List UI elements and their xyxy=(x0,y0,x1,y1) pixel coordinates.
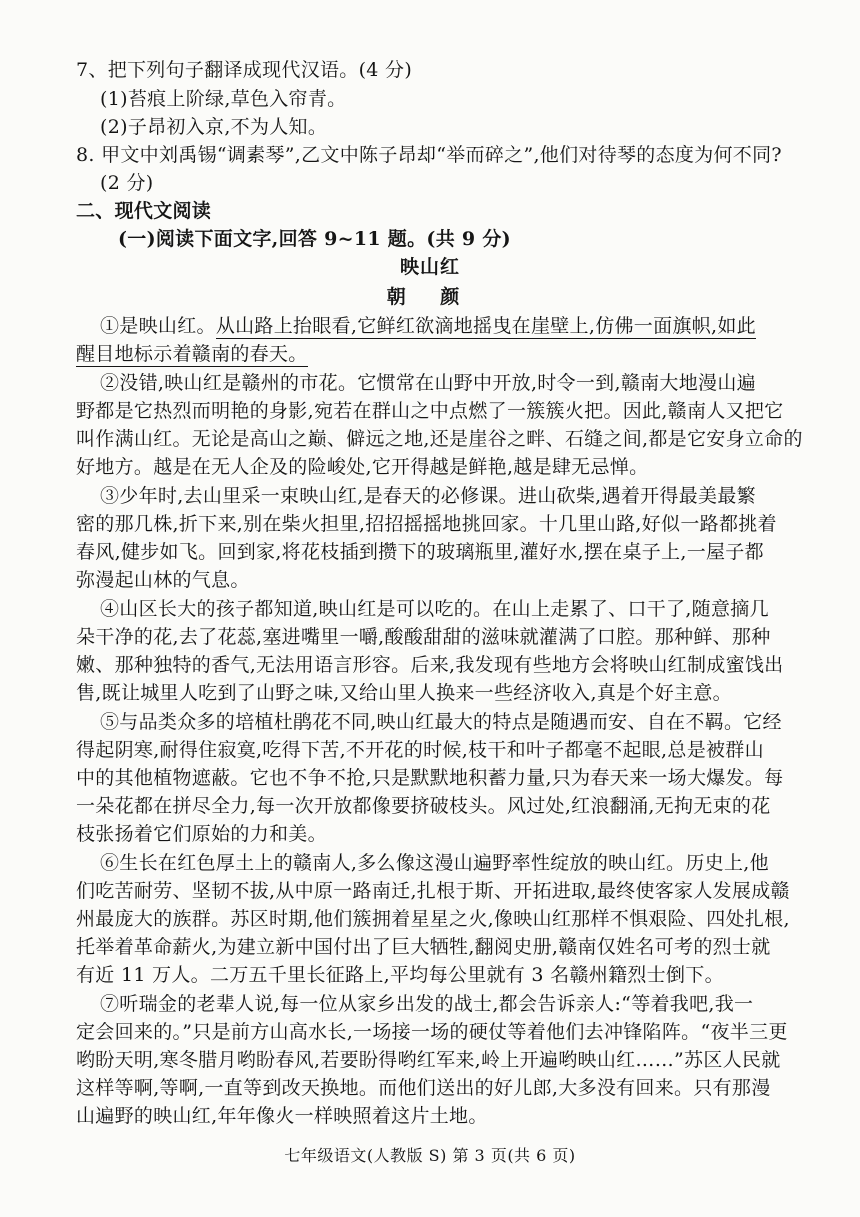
article-line: ④山区长大的孩子都知道,映山红是可以吃的。在山上走累了、口干了,随意摘几 xyxy=(100,598,769,620)
article-line: 售,既让城里人吃到了山野之味,又给山里人换来一些经济收入,真是个好主意。 xyxy=(76,682,732,704)
article-line: 得起阴寒,耐得住寂寞,吃得下苦,不开花的时候,枝干和叶子都毫不起眼,总是被群山 xyxy=(76,739,764,761)
article-line: 这样等啊,等啊,一直等到改天换地。而他们送出的好儿郎,大多没有回来。只有那漫 xyxy=(76,1077,771,1099)
page-footer: 七年级语文(人教版 S) 第 3 页(共 6 页) xyxy=(284,1146,576,1165)
section-subheading: (一)阅读下面文字,回答 9~11 题。(共 9 分) xyxy=(118,228,511,250)
article-line: 好地方。越是在无人企及的险峻处,它开得越是鲜艳,越是肆无忌惮。 xyxy=(76,456,649,478)
article-line: 朵干净的花,去了花蕊,塞进嘴里一嚼,酸酸甜甜的滋味就灌满了口腔。那种鲜、那种 xyxy=(76,626,771,648)
article-line: 密的那几株,折下来,别在柴火担里,招招摇摇地挑回家。十几里山路,好似一路都挑着 xyxy=(76,513,777,535)
article-line: 中的其他植物遮蔽。它也不争不抢,只是默默地积蓄力量,只为春天来一场大爆发。每 xyxy=(76,767,784,789)
section-heading: 二、现代文阅读 xyxy=(76,200,212,222)
article-line: 托举着革命薪火,为建立新中国付出了巨大牺牲,翻阅史册,赣南仅姓名可考的烈士就 xyxy=(76,936,771,958)
article-line: ⑤与品类众多的培植杜鹃花不同,映山红最大的特点是随遇而安、自在不羁。它经 xyxy=(100,711,782,733)
article-line: ⑦听瑞金的老辈人说,每一位从家乡出发的战士,都会告诉亲人:“等着我吧,我一 xyxy=(100,993,754,1015)
article-line: ⑥生长在红色厚土上的赣南人,多么像这漫山遍野率性绽放的映山红。历史上,他 xyxy=(100,852,769,874)
article-line: 春风,健步如飞。回到家,将花枝插到攒下的玻璃瓶里,灌好水,摆在桌子上,一屋子都 xyxy=(76,541,764,563)
article-line: 野都是它热烈而明艳的身影,宛若在群山之中点燃了一簇簇火把。因此,赣南人又把它 xyxy=(76,400,784,422)
underlined-sentence-part-1: 从山路上抬眼看,它鲜红欲滴地摇曳在崖壁上,仿佛一面旗帜,如此 xyxy=(215,315,756,337)
article-line: 弥漫起山林的气息。 xyxy=(76,569,250,591)
article-line: 们吃苦耐劳、坚韧不拔,从中原一路南迁,扎根于斯、开拓进取,最终使客家人发展成赣 xyxy=(76,880,790,902)
article-line: 州最庞大的族群。苏区时期,他们簇拥着星星之火,像映山红那样不惧艰险、四处扎根, xyxy=(76,908,790,930)
article-author: 朝 颜 xyxy=(386,286,474,308)
paragraph-1-line-1 xyxy=(100,313,756,339)
article-line: 枝张扬着它们原始的力和美。 xyxy=(76,823,327,845)
article-line: 叫作满山红。无论是高山之巅、僻远之地,还是崖谷之畔、石缝之间,都是它安身立命的 xyxy=(76,428,803,450)
question-7-item-1: (1)苔痕上阶绿,草色入帘青。 xyxy=(100,88,347,110)
article-line: 一朵花都在拼尽全力,每一次开放都像要挤破枝头。风过处,红浪翻涌,无拘无束的花 xyxy=(76,795,771,817)
article-title: 映山红 xyxy=(399,256,460,278)
article-line: 嫩、那种独特的香气,无法用语言形容。后来,我发现有些地方会将映山红制成蜜饯出 xyxy=(76,654,784,676)
article-line: ②没错,映山红是赣州的市花。它惯常在山野中开放,时令一到,赣南大地漫山遍 xyxy=(100,372,756,394)
article-line: 定会回来的。”只是前方山高水长,一场接一场的硬仗等着他们去冲锋陷阵。“夜半三更 xyxy=(76,1021,788,1043)
paragraph-1-start: ①是映山红。 xyxy=(100,315,216,337)
question-7-stem: 7、把下列句子翻译成现代汉语。(4 分) xyxy=(76,59,413,81)
question-8-score: (2 分) xyxy=(100,172,154,194)
question-7-item-2: (2)子昂初入京,不为人知。 xyxy=(100,116,328,138)
paragraph-1-line-2 xyxy=(76,341,308,367)
article-line: 山遍野的映山红,年年像火一样映照着这片土地。 xyxy=(76,1105,488,1127)
underlined-sentence-part-2: 醒目地标示着赣南的春天。 xyxy=(76,343,308,365)
article-line: 有近 11 万人。二万五千里长征路上,平均每公里就有 3 名赣州籍烈士倒下。 xyxy=(76,964,724,986)
article-line: ③少年时,去山里采一束映山红,是春天的必修课。进山砍柴,遇着开得最美最繁 xyxy=(100,485,756,507)
question-8-stem: 8. 甲文中刘禹锡“调素琴”,乙文中陈子昂却“举而碎之”,他们对待琴的态度为何不同? xyxy=(76,144,782,166)
article-line: 哟盼天明,寒冬腊月哟盼春风,若要盼得哟红军来,岭上开遍哟映山红……”苏区人民就 xyxy=(76,1049,781,1071)
